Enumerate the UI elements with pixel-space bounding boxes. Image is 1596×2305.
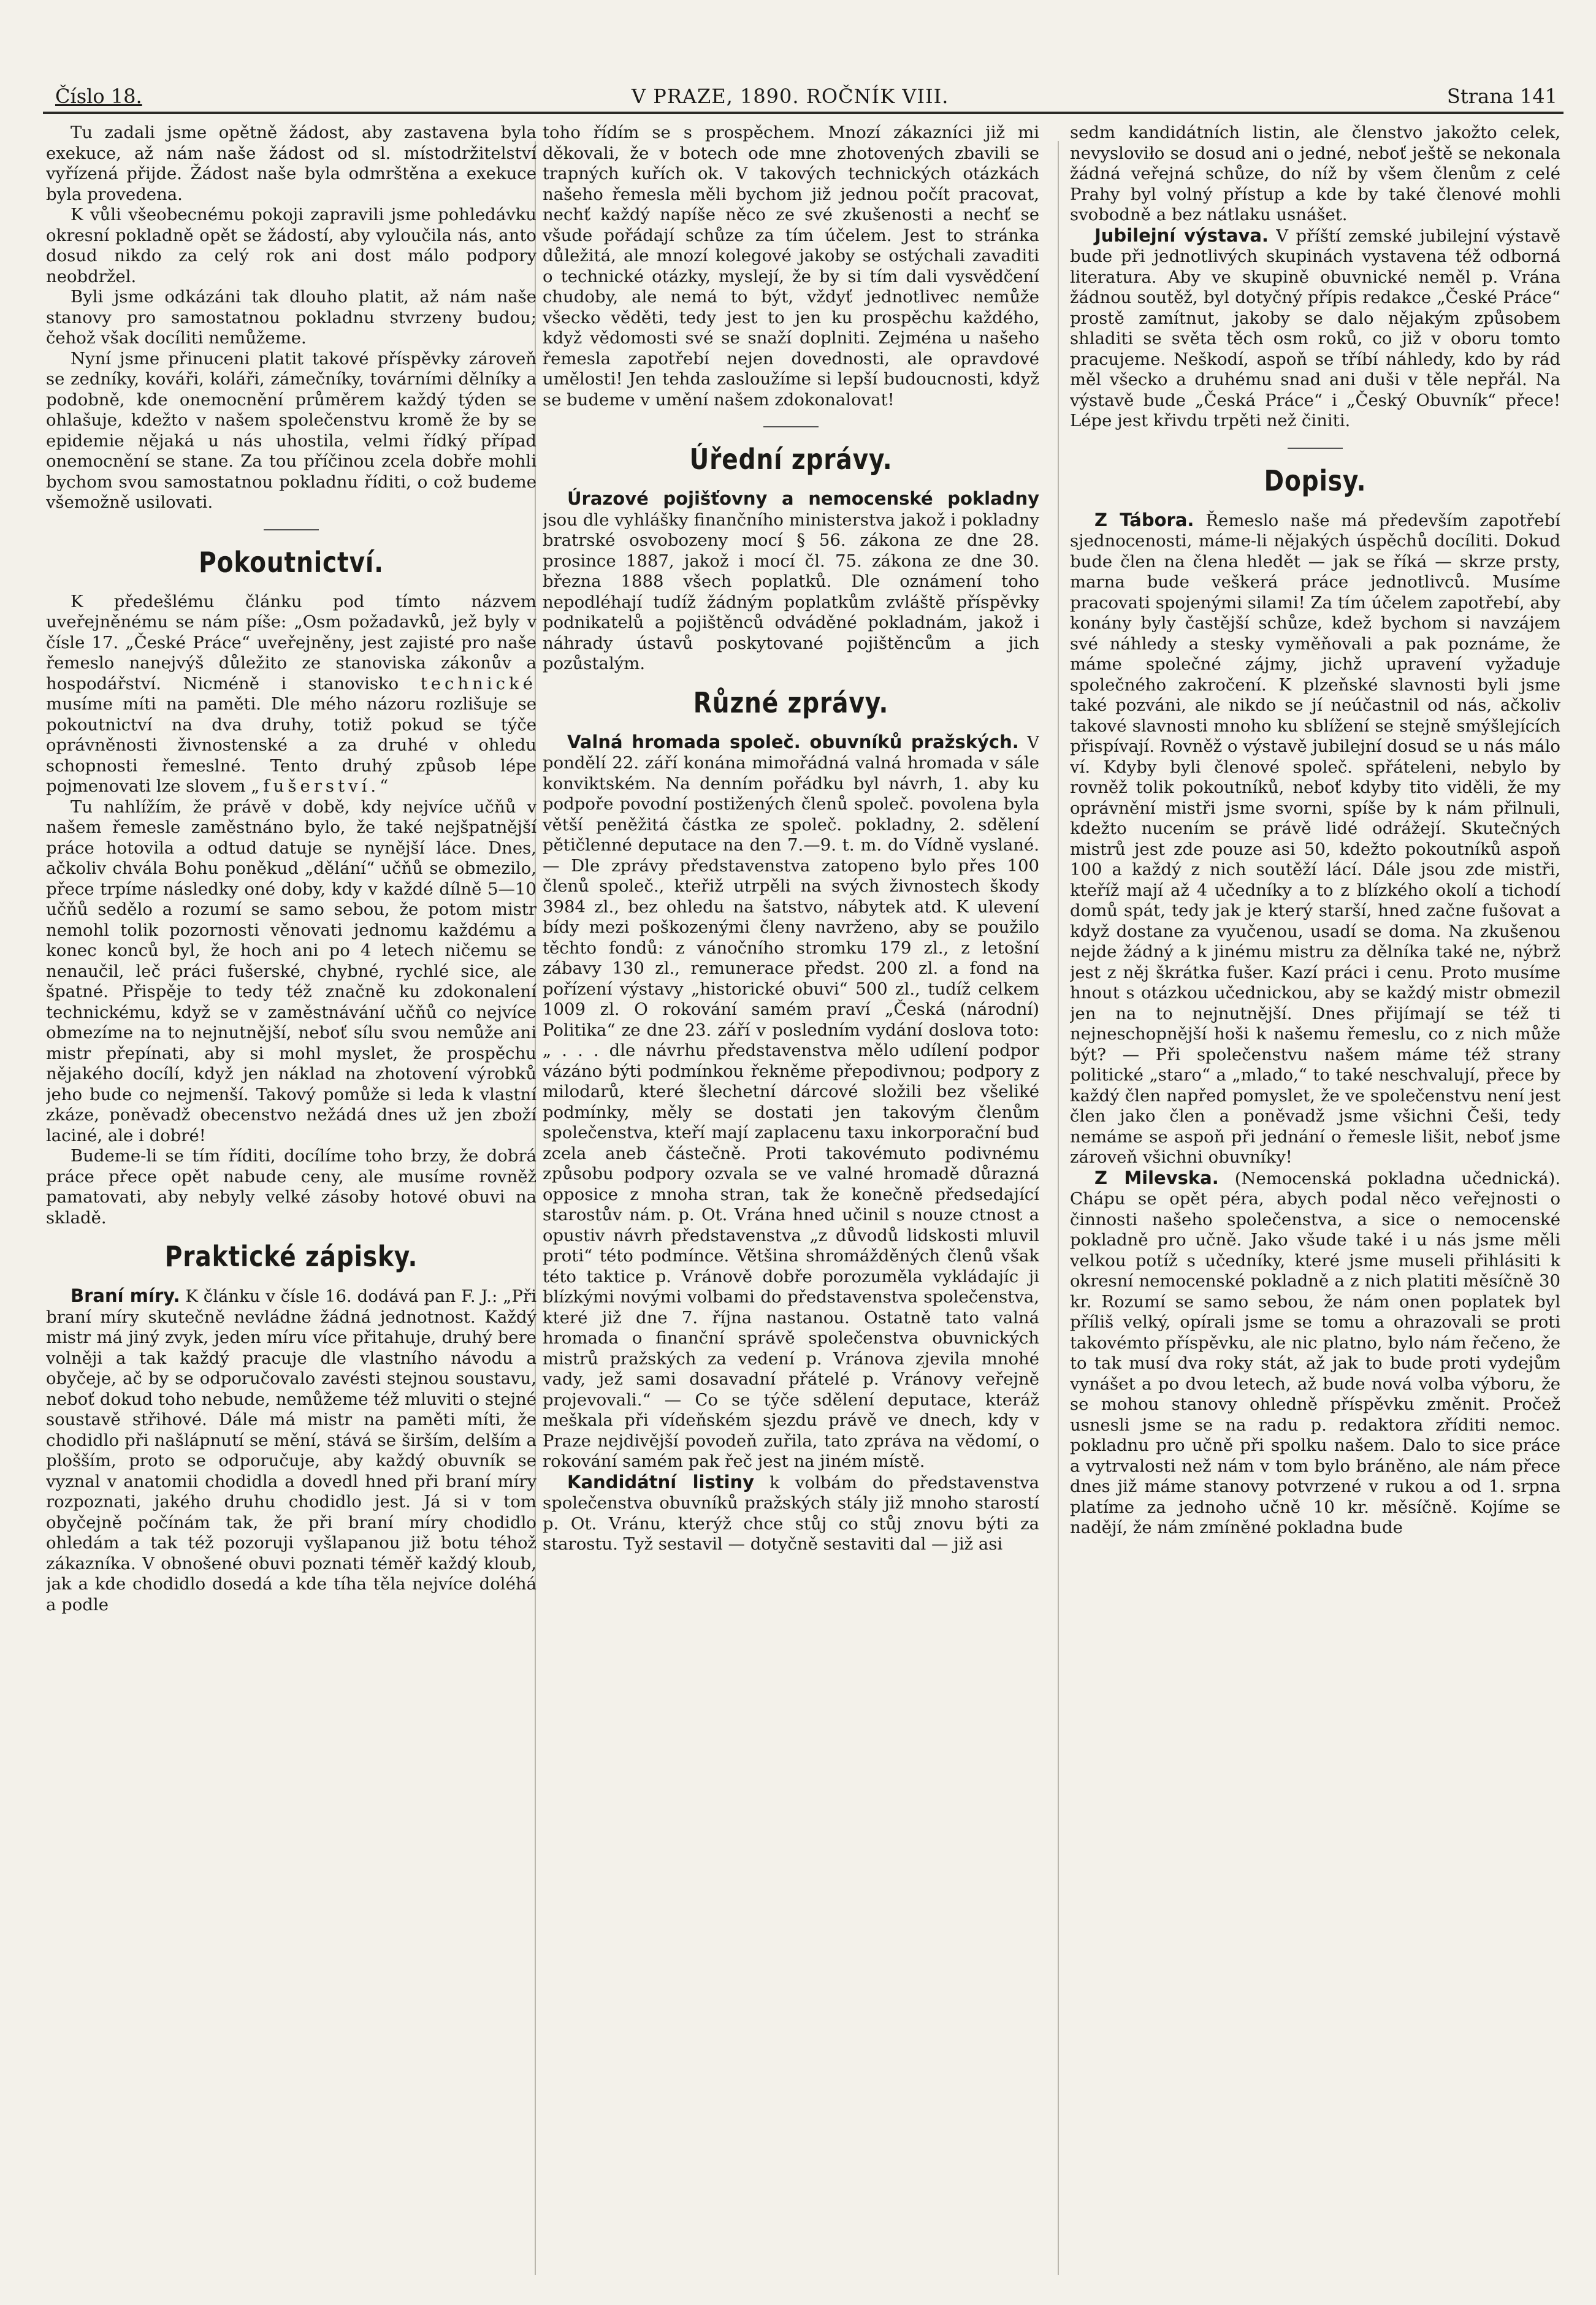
column-3 <box>1070 123 1560 2281</box>
paragraph <box>543 732 1039 1472</box>
article-lead: Kandidátní listiny <box>567 1471 755 1493</box>
separator <box>264 529 319 530</box>
paragraph <box>46 1286 536 1615</box>
column-2 <box>543 123 1039 2281</box>
article-lead: Braní míry. <box>71 1285 180 1306</box>
column-1 <box>46 123 536 2281</box>
page-number: Strana 141 <box>1446 85 1557 108</box>
spaced-word: „fušerství.“ <box>251 776 392 796</box>
paragraph: Byli jsme odkázáni tak dlouho platit, až nám naše stanovy pro samostatnou pokladnu stvrzeny budou; čehož však docíliti nemůžeme. <box>46 287 536 348</box>
text-run: Řemeslo naše má především zapotřebí sjednocenosti, máme-li nějakých úspěchů docíliti. Dokud bude člen na člena hledět — jak se říká — skrze prsty, marna bude veškerá práce jednotlivců. Musíme pracovati spojenými silami! Za tím účelem zapotřebí, aby konány byly častější schůze, kdež bychom si navzájem své náhledy a stesky vyměňovali a pak poznáme, že máme společné zájmy, jichž upravení vyžaduje společného zakročení. K plzeňské slavnosti byli jsme také pozváni, ale nikdo se jí neúčastnil od nás, ačkoliv takové slavnosti mnoho ku sblížení se stejně smýšlejících přispívají. Rovněž o výstavě jubilejní dosud se u nás málo ví. Kdyby byli členové společ. spřáteleni, nebylo by rovněž tolik pokoutníků, neboť kdyby tito viděli, že my oprávnění mistři jsme svorni, spíše by k nám přilnuli, kdežto nucením se právě lidé odrážejí. Skutečných mistrů jest zde pouze asi 50, kdežto pokoutníků aspoň 100 a každý z nich soutěží lácí. Dále jsou zde mistři, kteříž mají až 4 učedníky a to z blízkého okolí a tichodí domů spát, tedy jak je který starší, hned začne fušovat a když dostane za vyučenou, usadí se doma. Na zkušenou nejde žádný a k jinému mistru za dělníka také ne, nýbrž jest z něj škrátka fušer. Kazí práci i cenu. Proto musíme hnout s otázkou učednickou, aby se každý mistr obmezil jen na to nejnutnější. Dnes přijímají se též ti nejneschopnější hoši k našemu řemeslu, co z nich může být? — Při společenstvu našem máme též strany politické „staro“ a „mlado,“ to také neschvalují, přece by každý člen napřed pomyslet, že ve společenstvu není jest člen jako člen a poněvadž jsme všichni Češi, tedy nemáme se aspoň při jednání o řemesle lišit, neboť jsme zároveň všichni obuvníky! <box>1070 510 1560 1167</box>
paragraph <box>1070 510 1560 1168</box>
section-heading: Pokoutnictví. <box>199 545 384 579</box>
masthead-title: V PRAZE, 1890. ROČNÍK VIII. <box>632 85 949 108</box>
text-run: k volbám do představenstva společenstva obuvníků pražských stály již mnoho starostí p. Ot. Vránu, kterýž chce stůj co stůj znovu býti za starostu. Tyž sestavil — dotyčně sestaviti dal — již asi <box>543 1472 1039 1554</box>
section-heading: Dopisy. <box>1264 464 1367 497</box>
column-divider <box>1058 141 1059 2275</box>
text-run: jsou dle vyhlášky finančního ministerstva jakož i pokladny bratrské osvobozeny mocí § 56. zákona ze dne 28. prosince 1887, jakož i mocí čl. 75. zákona ze dne 30. března 1888 všech poplatků. Dle oznámení toho nepodléhají tudíž žádným poplatkům zvláště příspěvky podnikatelů a pojištěnců odváděné pokladnám, jakož i náhrady ústavů poskytované pojištěncům a jich pozůstalým. <box>543 510 1039 673</box>
separator <box>763 426 819 427</box>
article-lead: Z Tábora. <box>1094 509 1194 530</box>
article-lead: Jubilejní výstava. <box>1094 224 1269 246</box>
paragraph <box>543 1472 1039 1555</box>
paragraph <box>1070 1168 1560 1539</box>
text-run: K článku v čísle 16. dodává pan F. J.: „Při braní míry skutečně nevládne žádná jednotnost. Každý mistr má jiný zvyk, jeden míru více přitahuje, druhý bere volněji a tak každý pracuje dle vlastního návodu a obyčeje, ač by se odporučovalo zavésti stejnou soustavu, neboť dokud toho nebude, nemůžeme též mluviti o stejné soustavě střihové. Dále má mistr na paměti míti, že chodidlo při našlápnutí se mění, stává se širším, delším a plošším, proto se odporučuje, aby každý obuvník se vyznal v anatomii chodidla a dovedl hned při braní míry rozpoznati, jakého druhu chodidlo jest. Já si v tom obyčejně počínám tak, že při braní míry chodidlo ohledám a tak též pozoruji vyšlapanou již botu téhož zákazníka. V obnošené obuvi poznati téměř každý kloub, jak a kde chodidlo dosedá a kde tíha těla nejvíce doléhá a podle <box>46 1286 536 1615</box>
text-run: V příští zemské jubilejní výstavě bude při jednotlivých skupinách vystavena též odborná literatura. Aby ve skupině obuvnické neměl p. Vrána žádnou soutěž, byl dotyčný přípis redakce „České Práce“ prostě zamítnut, jakoby se dalo nějakým způsobem shladiti se světa těch osm roků, co již v oboru tomto pracujeme. Neškodí, aspoň se tříbí náhledy, kdo by rád měl všecko a druhému snad ani duši v těle nepřál. Na výstavě bude „Česká Práce“ i „Český Obuvník“ přece! Lépe jest křivdu trpěti než činiti. <box>1070 226 1560 430</box>
paragraph: Budeme-li se tím říditi, docílíme toho brzy, že dobrá práce přece opět nabude ceny, ale musíme rovněž pamatovati, aby nebyly velké zásoby hotové obuvi na skladě. <box>46 1146 536 1228</box>
paragraph <box>46 592 536 797</box>
text-run: K předešlému článku pod tímto názvem uveřejněnému se nám píše: „Osm požadavků, jež byly v čísle 17. „České Práce“ uveřejněny, jest zajisté pro naše řemeslo nanejvýš důležito ze stanoviska zákonův a hospodářství. Nicméně i stanovisko <box>46 591 536 694</box>
paragraph: K vůli všeobecnému pokoji zapravili jsme pohledávku okresní pokladně opět se žádostí, aby vyloučila nás, anto dosud nikdo za celý rok ani dost málo podpory neobdržel. <box>46 205 536 286</box>
section-heading: Praktické zápisky. <box>164 1240 418 1273</box>
paragraph: Tu zadali jsme opětně žádost, aby zastavena byla exekuce, až nám naše žádost od sl. místodržitelství vyřízená přijde. Žádost naše byla odmrštěna a exekuce byla provedena. <box>46 123 536 204</box>
article-lead: Z Milevska. <box>1094 1167 1219 1188</box>
text-run: (Nemocenská pokladna učednická). Chápu se opět péra, abych podal něco veřejnosti o činnosti našeho společenstva, a sice o nemocenské pokladně pro učně. Jako všude také i u nás jsme měli velkou potíž s učedníky, které jsme museli přihlásiti k okresní nemocenské pokladně a z nich platiti měsíčně 30 kr. Rozumí se samo sebou, že nám onen poplatek byl příliš velký, opírali jsme se tomu a ohrazovali se proti takovémto příspěvku, ale nic platno, bylo nám řečeno, že to tak musí dva roky stát, až jak to bude proti vydejům vynášet a po dvou letech, až bude nová volba výboru, že se mohou stanovy ohledně příspěvku změnit. Pročež usnesli jsme se na radu p. redaktora zříditi nemoc. pokladnu pro učně při spolku našem. Dalo to sice práce a vytrvalosti než nám v tom bylo bráněno, ale nám přece dnes již máme stanovy potvrzené v rukou a od 1. srpna platíme za jednoho učně 10 kr. měsíčně. Kojíme se nadějí, že nám zmíněné pokladna bude <box>1070 1168 1560 1537</box>
paragraph: Nyní jsme přinuceni platit takové příspěvky zároveň se zedníky, kováři, koláři, zámečníky, továrními dělníky a podobně, kde onemocnění průměrem každý týden se ohlašuje, kdežto v našem společenstvu kromě že by se epidemie nějaká u nás uhostila, velmi řídký případ onemocnění se stane. Za tou příčinou zcela dobře mohli bychom svou samostatnou pokladnu říditi, o což budeme všemožně usilovati. <box>46 348 536 512</box>
section-heading: Úřední zprávy. <box>689 443 893 476</box>
paragraph: Tu nahlížím, že právě v době, kdy nejvíce učňů v našem řemesle zaměstnáno bylo, že také nejšpatnější práce hotovila a odtud datuje se nynější láce. Dnes, ačkoliv chvála Bohu poněkud „dělání“ učňů se obmezilo, přece trpíme následky oné doby, kdy v každé dílně 5—10 učňů sedělo a rozumí se samo sebou, že potom mistr nemohl tolik pozornosti věnovati jednomu každému a konec konců byl, že hoch ani po 4 letech ničemu se nenaučil, leč práci fušerské, chybné, rychlé sice, ale špatné. Přispěje to tedy též značně ku zdokonalení technickému, když se v zaměstnávání učňů co nejvíce obmezíme na to nejnutnější, neboť sílu svou nemůže ani mistr přepínati, aby si mohl myslet, že prospěchu nějakého docílí, když jen náklad na zhotovení výrobků jeho bude co nejmenší. Takový pomůže si leda k vlastní zkáze, poněvadž obecenstvo nežádá dnes už jen zboží laciné, ale i dobré! <box>46 797 536 1145</box>
paragraph: sedm kandidátních listin, ale členstvo jakožto celek, nevysloviło se dosud ani o jedné, neboť ještě se nekonala žádná veřejná schůze, do níž by všem členům z celé Prahy byl volný přístup a kde by také členové mohli svobodně a bez nátlaku usnášet. <box>1070 123 1560 224</box>
issue-number: Číslo 18. <box>55 85 142 108</box>
text-run: V pondělí 22. září konána mimořádná valná hromada v sále konviktském. Na denním pořádku byl návrh, 1. aby ku podpoře povodní postižených členů společ. povolena byla větší peněžitá částka ze společ. pokladny, 2. sdělení pětičlenné deputace na den 7.—9. t. m. do Vídně vyslané. — Dle zprávy představenstva zatopeno bylo přes 100 členů společ., kteřiž utrpěli na svých živnostech škody 3984 zl., bez ohledu na šatstvo, nábytek atd. K ulevení bídy mezi poškozenými členy navrženo, aby se použilo těchto fondů: z vánočního stromku 179 zl., z letošní zábavy 130 zl., remunerace předst. 200 zl. a fond na pořízení výstavy „historické obuvi“ 500 zl., tudíž celkem 1009 zl. O rokování samém praví „Česká (národní) Politika“ ze dne 23. září v posledním vydání doslova toto: „ . . . dle návrhu představenstva mělo udílení podpor vázáno býti podmínkou řekněme přepodivnou; podpory z milodarů, které šlechetní dárcové složili bez všeliké podmínky, měly se dostati jen takovým členům společenstva, kteří mají zaplacenu taxu inkorporační bud zcela aneb částečně. Proti takovémuto podivnému způsobu podpory ozvala se ve valné hromadě důrazná opposice z mnoha stran, tak že konečně předsedající starostův nám. p. Ot. Vrána hned učinil s nouze ctnost a opustiv návrh představenstva „z důvodů lidskosti mluvil proti“ této podmínce. Většina shromážděných členů však této taktice p. Vránově dobře porozuměla vykládajíc ji blízkými novými volbami do představenstva společenstva, které již dne 7. října nastanou. Ostatně tato valná hromada o finanční správě společenstva obuvnických mistrů pražských za vedení p. Vránova zjevila mnohé vady, jež sami dosavadní přátelé p. Vránovy veřejně projevovali.“ — Co se týče sdělení deputace, kteráž meškala při vídeňském sjezdu právě ve dnech, kdy v Praze nejdivější povodeň zuřila, tato zpráva na vědomí, o rokování samém pak řeč jest na jiném místě. <box>543 732 1039 1471</box>
section-heading: Různé zprávy. <box>693 686 889 719</box>
separator <box>1288 448 1343 449</box>
article-lead: Valná hromada společ. obuvníků pražských. <box>567 731 1019 752</box>
header-rule <box>43 112 1564 114</box>
paragraph: toho řídím se s prospěchem. Mnozí zákazníci již mi děkovali, že v botech ode mne zhotovených zbavili se trapných kuřích ok. V takových technických otázkách našeho řemesla měli bychom již jednou počít pracovat, nechť každý napíše něco ze své zkušenosti a nechť se všude pořádají schůze za tím účelem. Jest to stránka důležitá, ale mnozí kolegové jakoby se ostýchali zavaditi o technické otázky, myslejí, že by si tím dali vysvědčení chudoby, ale nemá to být, vždyť jednotlivec nemůže všecko věděti, tedy jest to jen ku prospěchu každého, když vědomosti své se snaží doplniti. Zejména u našeho řemesla zapotřebí nejen dovednosti, ale opravdové umělosti! Jen tehda zasloužíme si lepší budoucnosti, když se budeme v umění našem zdokonalovat! <box>543 123 1039 410</box>
article-lead: Úrazové pojišťovny a nemocenské pokladny <box>567 488 1039 509</box>
text-run: musíme míti na paměti. Dle mého názoru rozlišuje se pokoutnictví na dva druhy, totiž pokud se týče oprávněnosti živnostenské a za druhé v ohledu schopnosti řemeslné. Tento druhý způsob lépe pojmenovati lze slovem <box>46 694 536 796</box>
paragraph <box>1070 226 1560 432</box>
spaced-word: technické <box>420 673 536 694</box>
paragraph <box>543 489 1039 675</box>
